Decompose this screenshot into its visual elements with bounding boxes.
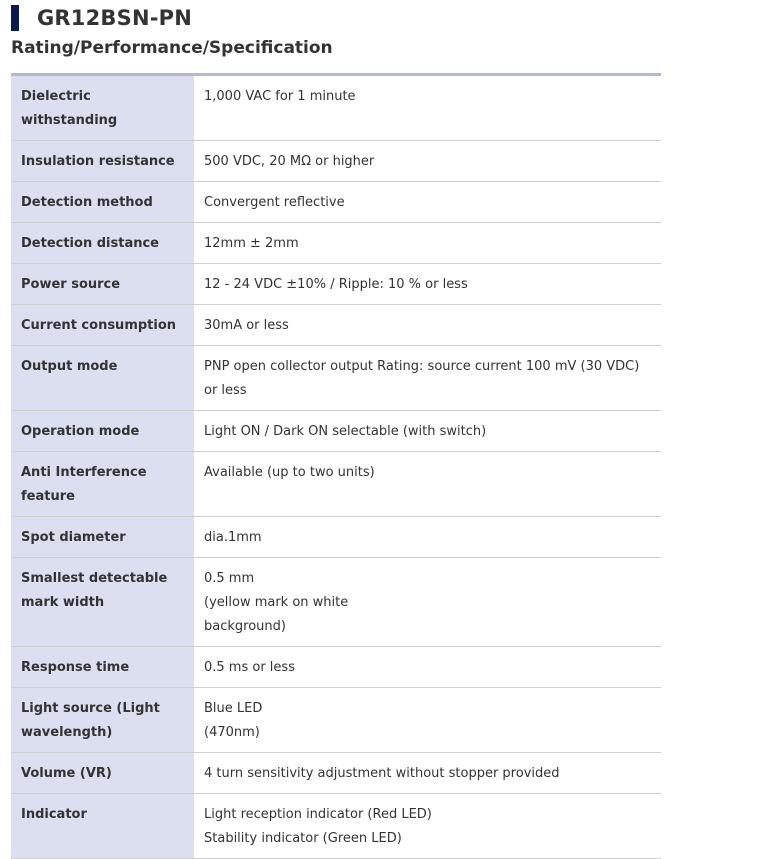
spec-table [11,73,661,859]
spec-value-line: Convergent reflective [204,195,345,210]
spec-value-line: Light reception indicator (Red LED) [204,807,432,822]
spec-value-line: 0.5 mm [204,571,255,586]
spec-label [11,305,194,346]
spec-label-line: Spot diameter [21,530,126,545]
spec-row [11,182,661,223]
spec-label [11,647,194,688]
spec-label [11,452,194,517]
title-accent-bar [11,5,19,31]
spec-label-line: Power source [21,277,121,292]
spec-label-line: Response time [21,660,130,675]
spec-label-line: Insulation resistance [21,154,175,169]
spec-row [11,452,661,517]
title-row [11,2,192,34]
section-subtitle: Rating/Performance/Specification [11,38,333,58]
spec-value-line: (470nm) [204,725,260,740]
spec-row [11,75,661,141]
spec-value [194,647,661,688]
spec-label [11,688,194,753]
spec-value [194,558,661,647]
spec-label-line: Operation mode [21,424,140,439]
spec-value-line: background) [204,619,286,634]
spec-value-line: 500 VDC, 20 MΩ or higher [204,154,375,169]
spec-value-line: Available (up to two units) [204,465,375,480]
spec-label [11,346,194,411]
spec-value [194,346,661,411]
spec-row [11,141,661,182]
spec-label [11,264,194,305]
spec-value-line: 0.5 ms or less [204,660,295,675]
spec-value [194,223,661,264]
spec-row [11,411,661,452]
spec-value-line: 30mA or less [204,318,289,333]
spec-value-line: Blue LED [204,701,263,716]
spec-value-line: Light ON / Dark ON selectable (with switch) [204,424,487,439]
spec-label [11,517,194,558]
spec-label [11,223,194,264]
spec-value [194,411,661,452]
spec-value [194,75,661,141]
spec-value-line: 12mm ± 2mm [204,236,299,251]
spec-value-line: 4 turn sensitivity adjustment without stopper provided [204,766,560,781]
spec-row [11,753,661,794]
spec-value [194,452,661,517]
spec-value [194,141,661,182]
spec-label-line: Volume (VR) [21,766,112,781]
spec-label-line: Detection distance [21,236,159,251]
spec-label-line: mark width [21,595,105,610]
spec-row [11,346,661,411]
spec-label-line: wavelength) [21,725,113,740]
spec-row [11,647,661,688]
spec-label-line: feature [21,489,75,504]
spec-value-line: (yellow mark on white [204,595,349,610]
spec-label-line: Current consumption [21,318,177,333]
spec-value-line: 1,000 VAC for 1 minute [204,89,356,104]
spec-row [11,688,661,753]
spec-row [11,223,661,264]
spec-label-line: Anti Interference [21,465,147,480]
page-title: GR12BSN-PN [37,6,193,30]
spec-row [11,517,661,558]
spec-value-line: or less [204,383,247,398]
spec-value [194,794,661,859]
spec-label-line: Light source (Light [21,701,160,716]
spec-value [194,182,661,223]
spec-value-line: 12 - 24 VDC ±10% / Ripple: 10 % or less [204,277,468,292]
spec-label [11,411,194,452]
spec-label [11,141,194,182]
spec-value-line: Stability indicator (Green LED) [204,831,402,846]
spec-label-line: Indicator [21,807,87,822]
spec-row [11,558,661,647]
spec-row [11,264,661,305]
spec-value [194,688,661,753]
spec-label [11,75,194,141]
spec-label [11,794,194,859]
spec-value [194,305,661,346]
spec-label-line: Detection method [21,195,153,210]
spec-value-line: PNP open collector output Rating: source current 100 mV (30 VDC) [204,359,640,374]
spec-row [11,794,661,859]
spec-label [11,753,194,794]
spec-value [194,264,661,305]
spec-value-line: dia.1mm [204,530,262,545]
spec-table-body [11,75,661,859]
spec-row [11,305,661,346]
spec-value [194,753,661,794]
spec-value [194,517,661,558]
spec-label [11,558,194,647]
spec-label [11,182,194,223]
spec-label-line: Dielectric withstanding [21,89,118,128]
spec-label-line: Output mode [21,359,118,374]
spec-label-line: Smallest detectable [21,571,168,586]
